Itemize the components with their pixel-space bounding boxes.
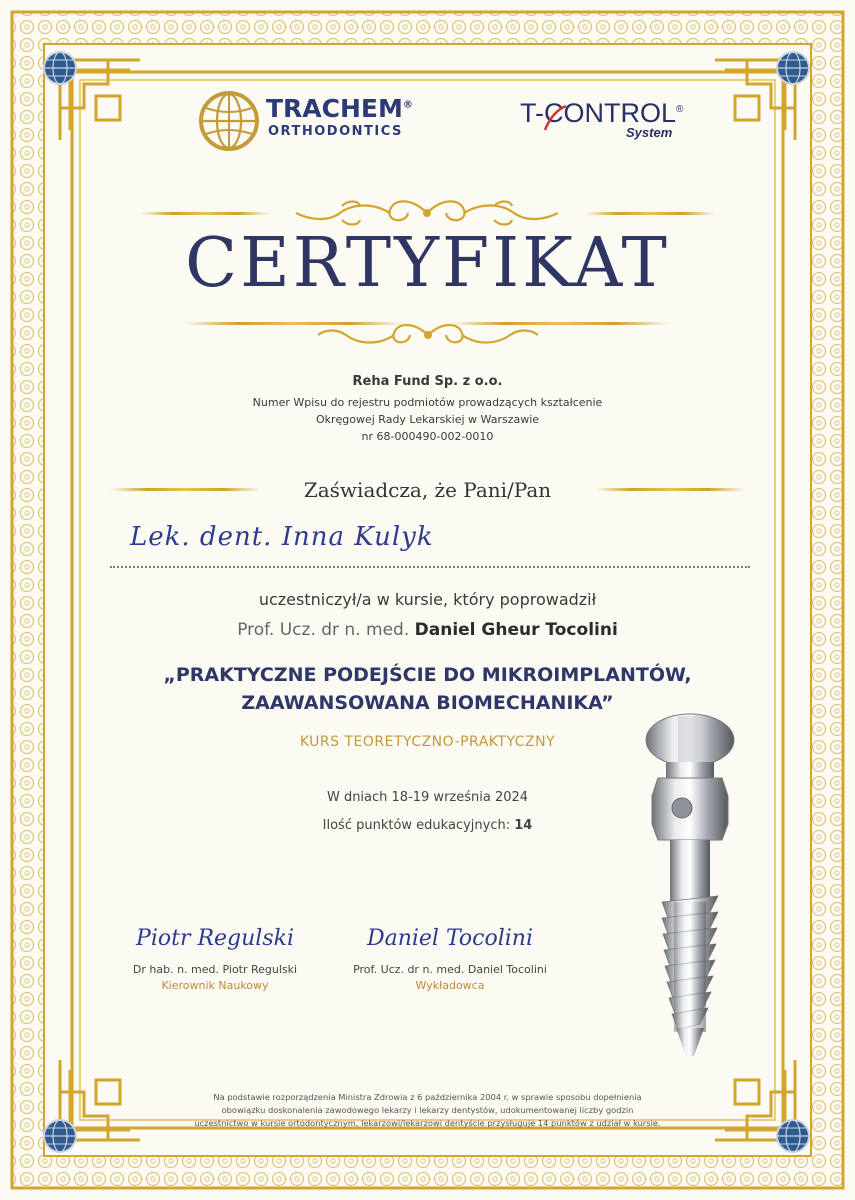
signatory-role: Wykładowca [415,979,485,992]
tcontrol-swoosh-icon [542,104,568,134]
trachem-name: TRACHEM® [266,94,413,123]
signatory-name: Prof. Ucz. dr n. med. Daniel Tocolini [353,963,547,976]
recipient-dotted-line [110,566,750,568]
recipient-name: Lek. dent. Inna Kulyk [130,522,434,552]
tcontrol-subtitle: System [626,125,673,140]
signature-ink: Daniel Tocolini [366,926,534,951]
signature-block-regulski [100,926,330,992]
issuer-number-line: nr 68-000490-002-0010 [361,430,494,443]
course-type: KURS TEORETYCZNO-PRAKTYCZNY [299,734,556,750]
statement-line-right [595,488,745,491]
participation-text: uczestniczył/a w kursie, który poprowadził [258,590,597,609]
lecturer-line [0,620,855,640]
legal-notice-line: Na podstawie rozporządzenia Ministra Zdrowia z 6 października 2004 r. w sprawie sposobu dopełnienia [213,1092,642,1102]
trachem-subtitle: ORTHODONTICS [268,124,403,139]
trachem-logo [198,88,418,154]
microimplant-image [636,700,746,1070]
signature-block-tocolini [330,926,570,992]
lecturer-title: Prof. Ucz. dr n. med. [237,620,410,640]
points-value: 14 [514,818,533,833]
statement-text: Zaświadcza, że Pani/Pan [303,478,552,502]
ornament-line-left [140,212,270,215]
issuer-register-line: Numer Wpisu do rejestru podmiotów prowadzących kształcenie [252,396,603,409]
signatory-role: Kierownik Naukowy [161,979,269,992]
tcontrol-name: T-CONTROL® [520,98,684,128]
issuer-name: Reha Fund Sp. z o.o. [352,374,503,389]
legal-notice [140,1091,715,1130]
signature-ink: Piotr Regulski [136,926,294,951]
bottom-flourish-ornament [312,318,544,352]
signatory-name: Dr hab. n. med. Piotr Regulski [132,963,298,976]
course-title-line2: ZAAWANSOWANA BIOMECHANIKA” [241,692,614,714]
certificate-title: CERTYFIKAT [185,224,670,303]
lecturer-name: Daniel Gheur Tocolini [414,620,618,640]
course-dates: W dniach 18-19 września 2024 [326,790,529,805]
trachem-globe-icon [198,90,260,152]
points-label: Ilość punktów edukacyjnych: [322,818,511,833]
issuer-council-line: Okręgowej Rady Lekarskiej w Warszawie [315,413,540,426]
tcontrol-logo [520,98,690,148]
legal-notice-line: obowiązku doskonalenia zawodowego lekarzy i lekarzy dentystów, udokumentowanej liczby godzin [221,1105,634,1115]
ornament-line-right [585,212,715,215]
course-title-line1: „PRAKTYCZNE PODEJŚCIE DO MIKROIMPLANTÓW, [163,664,692,686]
legal-notice-line: uczestnictwo w kursie ortodontycznym, lekarzowi/lekarzowi dentyście przysługuje 14 punktów z udział w kursie. [194,1118,661,1128]
